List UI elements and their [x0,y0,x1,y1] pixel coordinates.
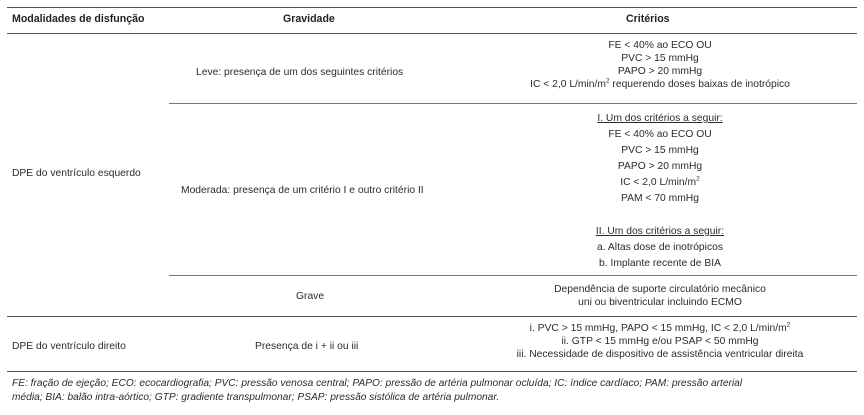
criteria-severe-line2: uni ou biventricular incluindo ECMO [578,297,742,308]
severity-right-ventricle: Presença de i + ii ou iii [255,341,359,352]
criteria-mild-pvc: PVC > 15 mmHg [621,53,699,64]
severity-mild: Leve: presença de um dos seguintes critérios [196,67,404,78]
criteria-group1-pvc: PVC > 15 mmHg [621,145,699,156]
criteria-group1-pam: PAM < 70 mmHg [621,193,699,204]
criteria-severe [470,283,850,309]
criteria-group1-title: I. Um dos critérios a seguir: [597,113,723,124]
table-top-rule [7,7,857,8]
modality-right-ventricle: DPE do ventrículo direito [12,341,126,352]
criteria-group1-ic: IC < 2,0 $L/\min/m^2$ [620,175,700,188]
footnote-line2: média; BIA: balão intra-aórtico; GTP: gradiente transpulmonar; PSAP: pressão sistólica de artéria pulmonar. [12,392,500,403]
criteria-group1-papo: PAPO > 20 mmHg [617,161,703,172]
criteria-mild-papo: PAPO > 20 mmHg [617,66,703,77]
footnote-line1: FE: fração de ejeção; ECO: ecocardiografia; PVC: pressão venosa central; PAPO: pressão de artéria pulmonar ocluída; IC: índice cardíaco; PAM: pressão arterial [12,378,743,389]
table-bottom-rule [7,371,857,372]
header-criteria: Critérios [626,13,670,25]
criteria-mild-ic: IC < 2,0 $L/\min/m^2$ requerendo doses baixas de inotrópico [530,77,790,90]
row-divider-left-right [7,316,857,317]
criteria-rv-ii: ii. GTP < 15 mmHg e/ou PSAP < 50 mmHg [561,336,759,347]
header-bottom-rule [7,33,857,34]
criteria-mild-fe: FE < 40% ao ECO OU [608,40,712,51]
header-severity: Gravidade [283,13,335,25]
severity-moderate: Moderada: presença de um critério I e outro critério II [181,185,424,196]
row-divider-moderate [169,275,857,276]
header-modality: Modalidades de disfunção [12,13,145,25]
criteria-group2-a: a. Altas dose de inotrópicos [597,242,723,253]
criteria-group2-title: II. Um dos critérios a seguir: [595,226,725,237]
criteria-severe-line1: Dependência de suporte circulatório mecânico [554,284,766,295]
criteria-rv-iii: iii. Necessidade de dispositivo de assistência ventricular direita [516,349,804,360]
criteria-group2-b: b. Implante recente de BIA [599,258,721,269]
criteria-moderate-group2 [470,225,850,270]
table-footnote [12,377,852,405]
severity-severe: Grave [296,291,325,302]
criteria-group1-fe: FE < 40% ao ECO OU [608,129,712,140]
criteria-moderate-group1 [470,112,850,205]
criteria-rv-i: i. PVC > 15 mmHg, PAPO < 15 mmHg, IC < 2,0 $L/\min/m^2$ [529,321,791,334]
criteria-mild [470,39,850,91]
row-divider-mild [169,103,857,104]
modality-left-ventricle: DPE do ventrículo esquerdo [12,168,141,179]
criteria-right-ventricle [470,322,850,361]
